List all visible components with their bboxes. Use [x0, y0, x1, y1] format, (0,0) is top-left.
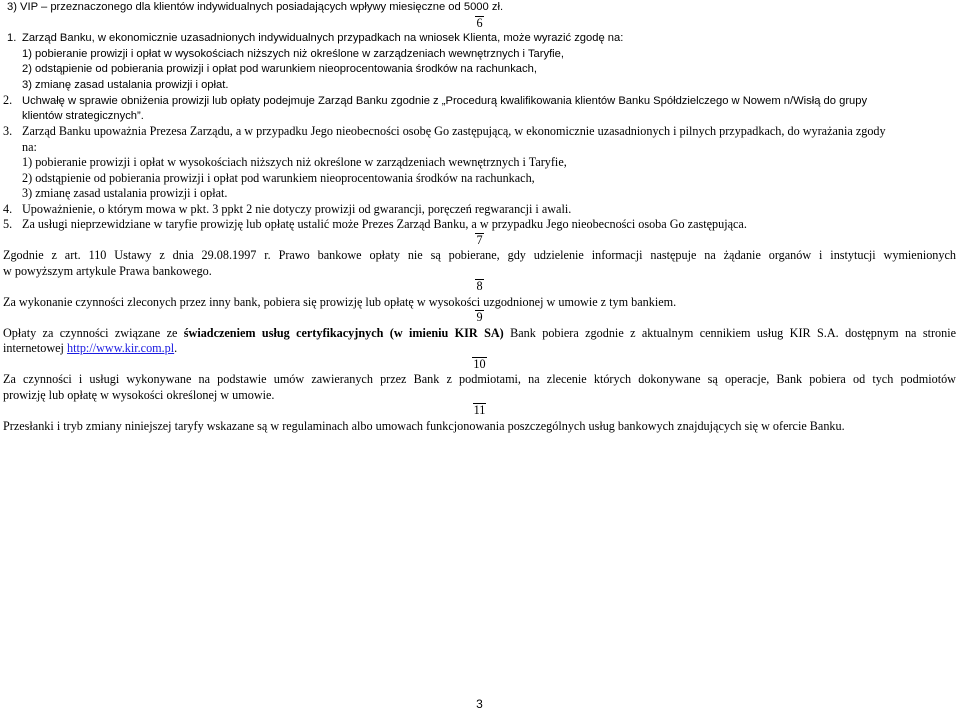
section-11-heading	[3, 403, 956, 419]
s8-text: Za wykonanie czynności zleconych przez inny bank, pobiera się prowizję lub opłatę w wysokości uzgodnionej w umowie z tym bankiem.	[3, 294, 677, 309]
page-number: 3	[476, 697, 483, 711]
vip-item: 3) VIP – przeznaczonego dla klientów indywidualnych posiadających wpływy miesięczne od 5000 zł.	[7, 1, 504, 13]
s6-1-item: 3) zmianę zasad ustalania prowizji i opłat.	[22, 78, 229, 91]
s6-point-2: 2. Uchwałę w sprawie obniżenia prowizji lub opłaty podejmuje Zarząd Banku zgodnie z „Procedurą kwalifikowania klientów Banku Spółdzielczego w Nowem n/Wisłą do grupy	[3, 93, 868, 107]
section-number: 6	[476, 15, 483, 30]
section-number: 8	[476, 279, 483, 293]
s10-line-2: prowizję lub opłatę w wysokości określonej w umowie.	[3, 387, 275, 402]
s7-line-1: Zgodnie z art. 110 Ustawy z dnia 29.08.1997 r. Prawo bankowe opłaty nie są pobierane, gdy udzielenie informacji następuje na żądanie organów i instytucji wymienionych	[3, 248, 956, 262]
s7-line-2: w powyższym artykule Prawa bankowego.	[3, 263, 212, 278]
section-9-heading	[3, 310, 956, 326]
section-7-heading	[3, 233, 956, 249]
section-number: 10	[473, 356, 486, 371]
s6-3-item: 2) odstąpienie od pobierania prowizji i opłat pod warunkiem nieoprocentowania środków na rachunkach,	[22, 170, 535, 185]
section-number: 9	[476, 310, 483, 324]
section-8-heading	[3, 279, 956, 295]
s9-line-1: Opłaty za czynności związane ze świadczeniem usług certyfikacyjnych (w imieniu KIR SA) Bank pobiera zgodnie z aktualnym cennikiem usług KIR S.A. dostępnym na stronie	[3, 325, 956, 340]
s6-3-item: 1) pobieranie prowizji i opłat w wysokościach niższych niż określone w zarządzeniach wewnętrznych i Taryfie,	[22, 155, 567, 169]
s6-point-3: 3. Zarząd Banku upoważnia Prezesa Zarządu, a w przypadku Jego nieobecności osobę Go zastępującą, w ekonomicznie uzasadnionych i pilnych przypadkach, do wyrażania zgody	[3, 124, 886, 138]
section-6-heading	[3, 16, 956, 32]
section-number: 11	[473, 403, 486, 417]
s6-1-item: 2) odstąpienie od pobierania prowizji i opłat pod warunkiem nieoprocentowania środków na rachunkach,	[22, 63, 537, 75]
kir-link[interactable]: http://www.kir.com.pl	[66, 341, 175, 355]
s6-1-item: 1) pobieranie prowizji i opłat w wysokościach niższych niż określone w zarządzeniach wewnętrznych i Taryfie,	[22, 47, 565, 60]
s11-text: Przesłanki i tryb zmiany niniejszej taryfy wskazane są w regulaminach albo umowach funkcjonowania poszczególnych usług bankowych znajdujących się w ofercie Banku.	[3, 418, 845, 433]
document-page	[3, 0, 956, 434]
s6-point-2-cont: klientów strategicznych”.	[22, 109, 144, 122]
s9-line-2: internetowej http://www.kir.com.pl.	[3, 341, 178, 355]
section-10-heading	[3, 357, 956, 373]
s6-point-5: 5. Za usługi nieprzewidziane w taryfie prowizję lub opłatę ustalić może Prezes Zarząd Banku, a w przypadku Jego nieobecności osoba Go zastępująca.	[3, 217, 747, 231]
s6-point-1: 1. Zarząd Banku, w ekonomicznie uzasadnionych indywidualnych przypadkach na wniosek Klienta, może wyrazić zgodę na:	[7, 32, 624, 44]
s6-point-4: 4. Upoważnienie, o którym mowa w pkt. 3 ppkt 2 nie dotyczy prowizji od gwarancji, poręczeń regwarancji i awali.	[3, 201, 572, 216]
s6-point-3-cont: na:	[22, 139, 37, 154]
section-number: 7	[476, 232, 483, 247]
s10-line-1: Za czynności i usługi wykonywane na podstawie umów zawieranych przez Bank z podmiotami, na zlecenie których dokonywane są operacje, Bank pobiera od tych podmiotów	[3, 372, 956, 386]
s6-3-item: 3) zmianę zasad ustalania prowizji i opłat.	[22, 186, 228, 200]
